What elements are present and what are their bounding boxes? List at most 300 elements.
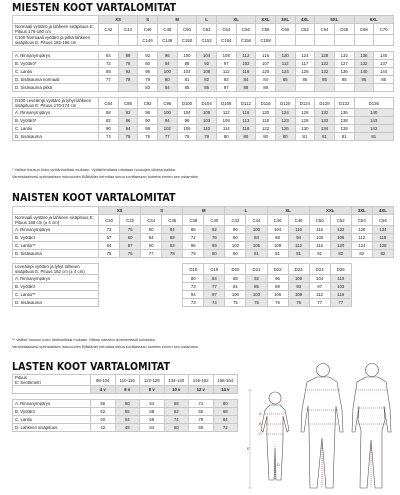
size-code: C44 bbox=[118, 24, 138, 35]
measurement-value: 57 bbox=[99, 234, 120, 242]
measurement-value: 123 bbox=[275, 117, 295, 125]
size-code: C30 bbox=[99, 215, 120, 226]
measurement-value bbox=[295, 84, 315, 92]
measurement-label: C. Lantio bbox=[13, 416, 91, 424]
measurement-value: 84 bbox=[157, 60, 177, 68]
measurement-value: 124 bbox=[275, 68, 295, 76]
measurement-value bbox=[275, 84, 295, 92]
size-label: XS bbox=[99, 207, 141, 215]
measurement-value: 76 bbox=[267, 299, 288, 307]
measurement-value: 88 bbox=[256, 84, 276, 92]
size-code: D21 bbox=[246, 264, 267, 275]
fit-description: C100 Normaali vyötärö ja pitkä lahkeen sisäpituus E: Pituus 182-186 cm bbox=[13, 35, 99, 46]
empty-cell bbox=[162, 291, 183, 299]
measurement-value: 81 bbox=[267, 250, 288, 258]
measurement-label: B. Vyötärö bbox=[13, 283, 99, 291]
measurement-value: 88 bbox=[177, 60, 197, 68]
measurement-value: 86 bbox=[118, 117, 138, 125]
size-code: C66 bbox=[334, 24, 354, 35]
measurement-row bbox=[13, 60, 394, 68]
age-label: 6 v bbox=[115, 386, 140, 394]
measurement-value: 75 bbox=[225, 299, 246, 307]
size-label: S bbox=[138, 16, 158, 24]
measurement-value: 93 bbox=[162, 242, 183, 250]
measurement-label: C. Lantio** bbox=[13, 291, 99, 299]
measurement-value: 88 bbox=[99, 109, 119, 117]
size-code: C68 bbox=[354, 24, 374, 35]
measurement-label: A. Rinnanympärys bbox=[13, 226, 99, 234]
measurement-value: 60 bbox=[91, 416, 116, 424]
measurement-value: 56 bbox=[91, 400, 116, 408]
empty-cell bbox=[118, 35, 138, 46]
size-code: C58 bbox=[256, 24, 276, 35]
measurement-row bbox=[13, 400, 238, 408]
measurement-value: 144 bbox=[374, 68, 394, 76]
measurement-value: 108 bbox=[267, 242, 288, 250]
measurement-value: 94 bbox=[288, 234, 309, 242]
measurement-value: 88 bbox=[267, 234, 288, 242]
measurement-value: 112 bbox=[216, 68, 236, 76]
measurement-value: 80 bbox=[216, 133, 236, 141]
empty-cell bbox=[374, 35, 394, 46]
measurement-label: D. Sisäsauma pitkä bbox=[13, 84, 99, 92]
measurement-value: 60 bbox=[164, 424, 189, 432]
measurement-row bbox=[13, 52, 394, 60]
measurement-value: 132 bbox=[315, 68, 335, 76]
measurement-value: 74 bbox=[204, 299, 225, 307]
measurement-row bbox=[13, 250, 394, 258]
size-code: C150 bbox=[177, 35, 197, 46]
measurement-value: 96 bbox=[157, 52, 177, 60]
size-code: C50 bbox=[177, 24, 197, 35]
measurement-value: 97 bbox=[309, 283, 330, 291]
size-code: C60 bbox=[275, 24, 295, 35]
measurement-value: 69 bbox=[140, 416, 165, 424]
size-code: C36 bbox=[162, 215, 183, 226]
measurement-value: 60 bbox=[120, 234, 141, 242]
height-range: 146-152 bbox=[189, 375, 214, 386]
measurement-value: 82 bbox=[330, 250, 351, 258]
measurement-value: 102 bbox=[225, 242, 246, 250]
measurement-value: 81 bbox=[315, 133, 335, 141]
measurement-value: 73 bbox=[183, 283, 204, 291]
size-code: C92 bbox=[138, 98, 158, 109]
size-code: C54 bbox=[351, 215, 372, 226]
size-code: C48 bbox=[157, 24, 177, 35]
measurement-value: 118 bbox=[256, 117, 276, 125]
measurement-value: 106 bbox=[330, 234, 351, 242]
size-label: S bbox=[141, 207, 183, 215]
measurement-value: 128 bbox=[372, 242, 393, 250]
empty-cell bbox=[99, 264, 120, 275]
measurement-value: 81 bbox=[225, 283, 246, 291]
measurement-value: 122 bbox=[330, 226, 351, 234]
measurement-label: B. Vyötärö* bbox=[13, 117, 99, 125]
measurement-value: 108 bbox=[197, 68, 217, 76]
height-range: 98-104 bbox=[91, 375, 116, 386]
measurement-value: 108 bbox=[216, 52, 236, 60]
measurement-value: 116 bbox=[236, 68, 256, 76]
measurement-value: 118 bbox=[236, 125, 256, 133]
size-code: C70 bbox=[374, 24, 394, 35]
empty-cell bbox=[141, 291, 162, 299]
measurement-value: 81 bbox=[334, 133, 354, 141]
measurement-value: 84 bbox=[256, 76, 276, 84]
size-code: C42 bbox=[225, 215, 246, 226]
measurement-value: 116 bbox=[330, 291, 351, 299]
measurement-row bbox=[13, 68, 394, 76]
measurement-value: 68 bbox=[164, 400, 189, 408]
measurement-value: 52 bbox=[91, 408, 116, 416]
measurement-value: 100 bbox=[157, 109, 177, 117]
measurement-label: D. Lahkeen sisäpituus bbox=[13, 424, 91, 432]
size-code: D23 bbox=[288, 264, 309, 275]
empty-cell bbox=[372, 283, 393, 291]
measurement-value: 96 bbox=[267, 275, 288, 283]
empty-cell bbox=[120, 283, 141, 291]
size-code: D20 bbox=[225, 264, 246, 275]
measurement-row bbox=[13, 416, 238, 424]
measurement-value: 79 bbox=[197, 133, 217, 141]
measurement-value: 104 bbox=[177, 68, 197, 76]
measurement-value: 66 bbox=[189, 424, 214, 432]
measurement-value bbox=[315, 84, 335, 92]
fig-letter-d: D bbox=[277, 462, 280, 467]
measurement-value: 134 bbox=[315, 125, 335, 133]
measurement-value: 75 bbox=[118, 133, 138, 141]
size-label: 4XL bbox=[295, 16, 315, 24]
measurement-value: 96 bbox=[225, 226, 246, 234]
measurement-value: 136 bbox=[354, 52, 374, 60]
measurement-value: 116 bbox=[309, 242, 330, 250]
measurement-value: 82 bbox=[351, 250, 372, 258]
measurement-row bbox=[13, 408, 238, 416]
height-label: Pituus bbox=[15, 375, 27, 380]
measurement-value: 112 bbox=[351, 234, 372, 242]
measurement-label: B. Vyötärö* bbox=[13, 60, 99, 68]
size-label: 3XL bbox=[275, 16, 295, 24]
measurement-value: 94 bbox=[183, 291, 204, 299]
measurement-value: 132 bbox=[334, 52, 354, 60]
measurement-value: 122 bbox=[315, 60, 335, 68]
empty-cell bbox=[351, 275, 372, 283]
fig-letter-c: C bbox=[259, 431, 262, 436]
measurement-label: C. Lantio bbox=[13, 68, 99, 76]
measurement-value: 76 bbox=[138, 133, 158, 141]
measurement-value: 88 bbox=[183, 226, 204, 234]
measurement-value: 116 bbox=[309, 226, 330, 234]
measurement-value: 88 bbox=[118, 52, 138, 60]
measurement-label: D. Sisäsauma normaali bbox=[13, 76, 99, 84]
empty-cell bbox=[120, 275, 141, 283]
measurement-value: 90 bbox=[141, 242, 162, 250]
measurement-value: 64 bbox=[141, 234, 162, 242]
size-label: L bbox=[225, 207, 267, 215]
measurement-value: 82 bbox=[197, 76, 217, 84]
measurement-value bbox=[334, 84, 354, 92]
measurement-value: 140 bbox=[354, 68, 374, 76]
size-code: D136 bbox=[354, 98, 393, 109]
height-header-row bbox=[13, 375, 238, 386]
measurement-value: 110 bbox=[288, 226, 309, 234]
measurement-value: 112 bbox=[288, 242, 309, 250]
measurement-value: 132 bbox=[315, 109, 335, 117]
measurement-value: 100 bbox=[177, 52, 197, 60]
size-code: C56 bbox=[236, 24, 256, 35]
empty-cell bbox=[99, 275, 120, 283]
size-code: D132 bbox=[334, 98, 354, 109]
measurement-value: 80 bbox=[157, 76, 177, 84]
empty-cell bbox=[351, 283, 372, 291]
size-label: M bbox=[183, 207, 225, 215]
size-code: D24 bbox=[309, 264, 330, 275]
measurement-value: 84 bbox=[246, 234, 267, 242]
measurement-value: 79 bbox=[138, 76, 158, 84]
measurement-value: 85 bbox=[246, 283, 267, 291]
measurement-row bbox=[13, 125, 394, 133]
measurement-value: 128 bbox=[295, 109, 315, 117]
measurement-value: 104 bbox=[309, 275, 330, 283]
size-code: D120 bbox=[275, 98, 295, 109]
empty-cell bbox=[162, 264, 183, 275]
measurement-value: 76 bbox=[204, 234, 225, 242]
measurement-value: 72 bbox=[183, 234, 204, 242]
size-label: M bbox=[157, 16, 196, 24]
measurement-value: 80 bbox=[213, 400, 238, 408]
fit-header-row bbox=[13, 98, 394, 109]
measurement-value: 133 bbox=[315, 117, 335, 125]
size-code: C64 bbox=[315, 24, 335, 35]
measurement-value: 88 bbox=[99, 68, 119, 76]
measurement-value: 73 bbox=[183, 299, 204, 307]
measurement-value: 112 bbox=[275, 60, 295, 68]
measurement-value: 80 bbox=[183, 275, 204, 283]
measurement-value: 97 bbox=[204, 291, 225, 299]
size-code: C56 bbox=[372, 215, 393, 226]
size-label: XS bbox=[99, 16, 138, 24]
size-code: C40 bbox=[204, 215, 225, 226]
measurement-value: 122 bbox=[256, 125, 276, 133]
measurement-value: 83 bbox=[138, 84, 158, 92]
measurement-value: 79 bbox=[183, 250, 204, 258]
size-code: C48 bbox=[288, 215, 309, 226]
measurement-value: 103 bbox=[246, 291, 267, 299]
kids-size-table bbox=[12, 374, 238, 432]
measurement-value: 108 bbox=[216, 117, 236, 125]
measurement-value: 84 bbox=[236, 76, 256, 84]
measurement-value: 81 bbox=[288, 250, 309, 258]
measurement-value: 104 bbox=[177, 109, 197, 117]
size-code: D22 bbox=[267, 264, 288, 275]
empty-cell bbox=[162, 299, 183, 307]
measurement-value: 100 bbox=[246, 226, 267, 234]
size-code: C46 bbox=[267, 215, 288, 226]
measurement-value: 84 bbox=[204, 275, 225, 283]
height-range: 122-128 bbox=[140, 375, 165, 386]
size-code: C96 bbox=[157, 98, 177, 109]
size-label: 5XL bbox=[315, 16, 354, 24]
measurement-row bbox=[13, 299, 394, 307]
measurement-value: 85 bbox=[354, 76, 374, 84]
measurement-value: 106 bbox=[177, 125, 197, 133]
measurement-value: 74 bbox=[164, 416, 189, 424]
measurement-value: 94 bbox=[118, 125, 138, 133]
measurement-value: 84 bbox=[162, 226, 183, 234]
measurement-value: 48 bbox=[115, 424, 140, 432]
measurement-value bbox=[354, 84, 374, 92]
measurement-value: 137 bbox=[374, 60, 394, 68]
measurement-value: 78 bbox=[162, 250, 183, 258]
measurement-value: 126 bbox=[275, 125, 295, 133]
measurement-value: 80 bbox=[138, 60, 158, 68]
measurement-value: 72 bbox=[213, 424, 238, 432]
size-label: XXL bbox=[309, 207, 351, 215]
men-size-table bbox=[12, 15, 394, 141]
fig-letter-b: B bbox=[259, 421, 262, 426]
women-title: NAISTEN KOOT VARTALOMITAT bbox=[12, 192, 176, 204]
empty-cell bbox=[99, 291, 120, 299]
size-code: C52 bbox=[330, 215, 351, 226]
measurement-value: 130 bbox=[295, 125, 315, 133]
measurement-value: 128 bbox=[315, 52, 335, 60]
measurement-value: 93 bbox=[288, 283, 309, 291]
size-code: D124 bbox=[295, 98, 315, 109]
size-code: C146 bbox=[138, 35, 158, 46]
measurement-label: A. Rinnanympärys bbox=[13, 109, 99, 117]
age-label: 14 v bbox=[213, 386, 238, 394]
measurement-value: 85 bbox=[177, 84, 197, 92]
empty-cell bbox=[351, 299, 372, 307]
measurement-row bbox=[13, 133, 394, 141]
measurement-value: 109 bbox=[288, 291, 309, 299]
measurement-value: 80 bbox=[256, 133, 276, 141]
measurement-value: 92 bbox=[197, 60, 217, 68]
measurement-value: 80 bbox=[204, 250, 225, 258]
measurement-value: 75 bbox=[246, 299, 267, 307]
measurement-value: 81 bbox=[295, 133, 315, 141]
measurement-value: 80 bbox=[225, 250, 246, 258]
measurement-value: 108 bbox=[197, 109, 217, 117]
empty-cell bbox=[120, 264, 141, 275]
measurement-value: 89 bbox=[267, 283, 288, 291]
measurement-value: 76 bbox=[120, 226, 141, 234]
measurement-value: 73 bbox=[99, 226, 120, 234]
measurement-label: D. Sisäsauma bbox=[13, 133, 99, 141]
measurement-value: 128 bbox=[295, 117, 315, 125]
measurement-value: 96 bbox=[138, 68, 158, 76]
measurement-value bbox=[374, 84, 394, 92]
measurement-value: 104 bbox=[267, 226, 288, 234]
measurement-value: 128 bbox=[351, 226, 372, 234]
empty-cell bbox=[372, 275, 393, 283]
measurement-label: A. Rinnanympärys bbox=[13, 275, 99, 283]
size-code: D116 bbox=[256, 98, 276, 109]
women-note-1: ** Valitse housun koko lantiomittasi mukaan. Mittaa vartalon leveimmästä kohdasta. bbox=[12, 337, 156, 342]
measurement-value: 80 bbox=[225, 234, 246, 242]
measurement-value: 112 bbox=[236, 52, 256, 60]
measurement-value: 120 bbox=[330, 242, 351, 250]
height-range: 134-140 bbox=[164, 375, 189, 386]
size-label: L bbox=[197, 16, 217, 24]
measurement-value: 64 bbox=[140, 400, 165, 408]
measurement-value: 87 bbox=[120, 242, 141, 250]
size-code: C46 bbox=[138, 24, 158, 35]
measurement-value: 134 bbox=[372, 226, 393, 234]
size-code: C156 bbox=[236, 35, 256, 46]
empty-cell bbox=[99, 299, 120, 307]
measurement-value: 78 bbox=[118, 76, 138, 84]
measurement-label: B. Vyötärö bbox=[13, 408, 91, 416]
height-header-label bbox=[13, 375, 91, 386]
empty-cell bbox=[372, 299, 393, 307]
size-code: C84 bbox=[99, 98, 119, 109]
size-code: D19 bbox=[204, 264, 225, 275]
measurement-value: 85 bbox=[374, 76, 394, 84]
empty-cell bbox=[275, 35, 295, 46]
measurement-value: 92 bbox=[204, 226, 225, 234]
measurement-value: 85 bbox=[334, 76, 354, 84]
size-code: C34 bbox=[141, 215, 162, 226]
measurement-label: B. Vyötärö bbox=[13, 234, 99, 242]
empty-cell bbox=[141, 283, 162, 291]
empty-cell bbox=[162, 283, 183, 291]
height-range: 110-116 bbox=[115, 375, 140, 386]
measurement-value: 74 bbox=[99, 133, 119, 141]
size-header-row bbox=[13, 207, 394, 215]
measurement-value: 100 bbox=[225, 291, 246, 299]
size-code: C54 bbox=[216, 24, 236, 35]
size-code: C42 bbox=[99, 24, 119, 35]
measurement-label: D. Sisäsauma bbox=[13, 299, 99, 307]
measurement-value: 110 bbox=[330, 275, 351, 283]
empty-cell bbox=[99, 283, 120, 291]
empty-cell bbox=[372, 264, 393, 275]
measurement-value: 100 bbox=[309, 234, 330, 242]
measurement-row bbox=[13, 84, 394, 92]
empty-cell bbox=[120, 291, 141, 299]
measurement-value: 127 bbox=[334, 60, 354, 68]
measurement-value: 77 bbox=[99, 76, 119, 84]
size-label: XXL bbox=[256, 16, 276, 24]
measurement-value: 85 bbox=[315, 76, 335, 84]
size-header-label bbox=[13, 16, 99, 24]
measurement-row bbox=[13, 424, 238, 432]
empty-cell bbox=[99, 35, 119, 46]
measurement-value: 106 bbox=[267, 291, 288, 299]
empty-cell bbox=[351, 264, 372, 275]
size-code: C52 bbox=[197, 24, 217, 35]
measurement-value: 97 bbox=[216, 60, 236, 68]
measurement-row bbox=[13, 117, 394, 125]
measurement-value: 80 bbox=[236, 133, 256, 141]
measurement-value: 102 bbox=[236, 60, 256, 68]
measurement-value: 80 bbox=[141, 226, 162, 234]
age-header-label bbox=[13, 386, 91, 394]
measurement-row bbox=[13, 283, 394, 291]
measurement-row bbox=[13, 109, 394, 117]
size-code: C38 bbox=[183, 215, 204, 226]
measurement-label: A. Rinnanympärys bbox=[13, 400, 91, 408]
measurement-label: D. Sisäsauma bbox=[13, 250, 99, 258]
measurement-value: 76 bbox=[288, 299, 309, 307]
measurement-value: 132 bbox=[354, 60, 374, 68]
fit-description: D100 Leveämpi vyötärö ja lyhyt lahkeen sisäpituus E: Pituus 170-174 cm bbox=[13, 98, 99, 109]
measurement-value: 117 bbox=[295, 60, 315, 68]
measurement-value: 81 bbox=[309, 250, 330, 258]
measurement-label: C. Lantio bbox=[13, 125, 99, 133]
measurement-value: 74 bbox=[189, 400, 214, 408]
measurement-value: 83 bbox=[216, 76, 236, 84]
